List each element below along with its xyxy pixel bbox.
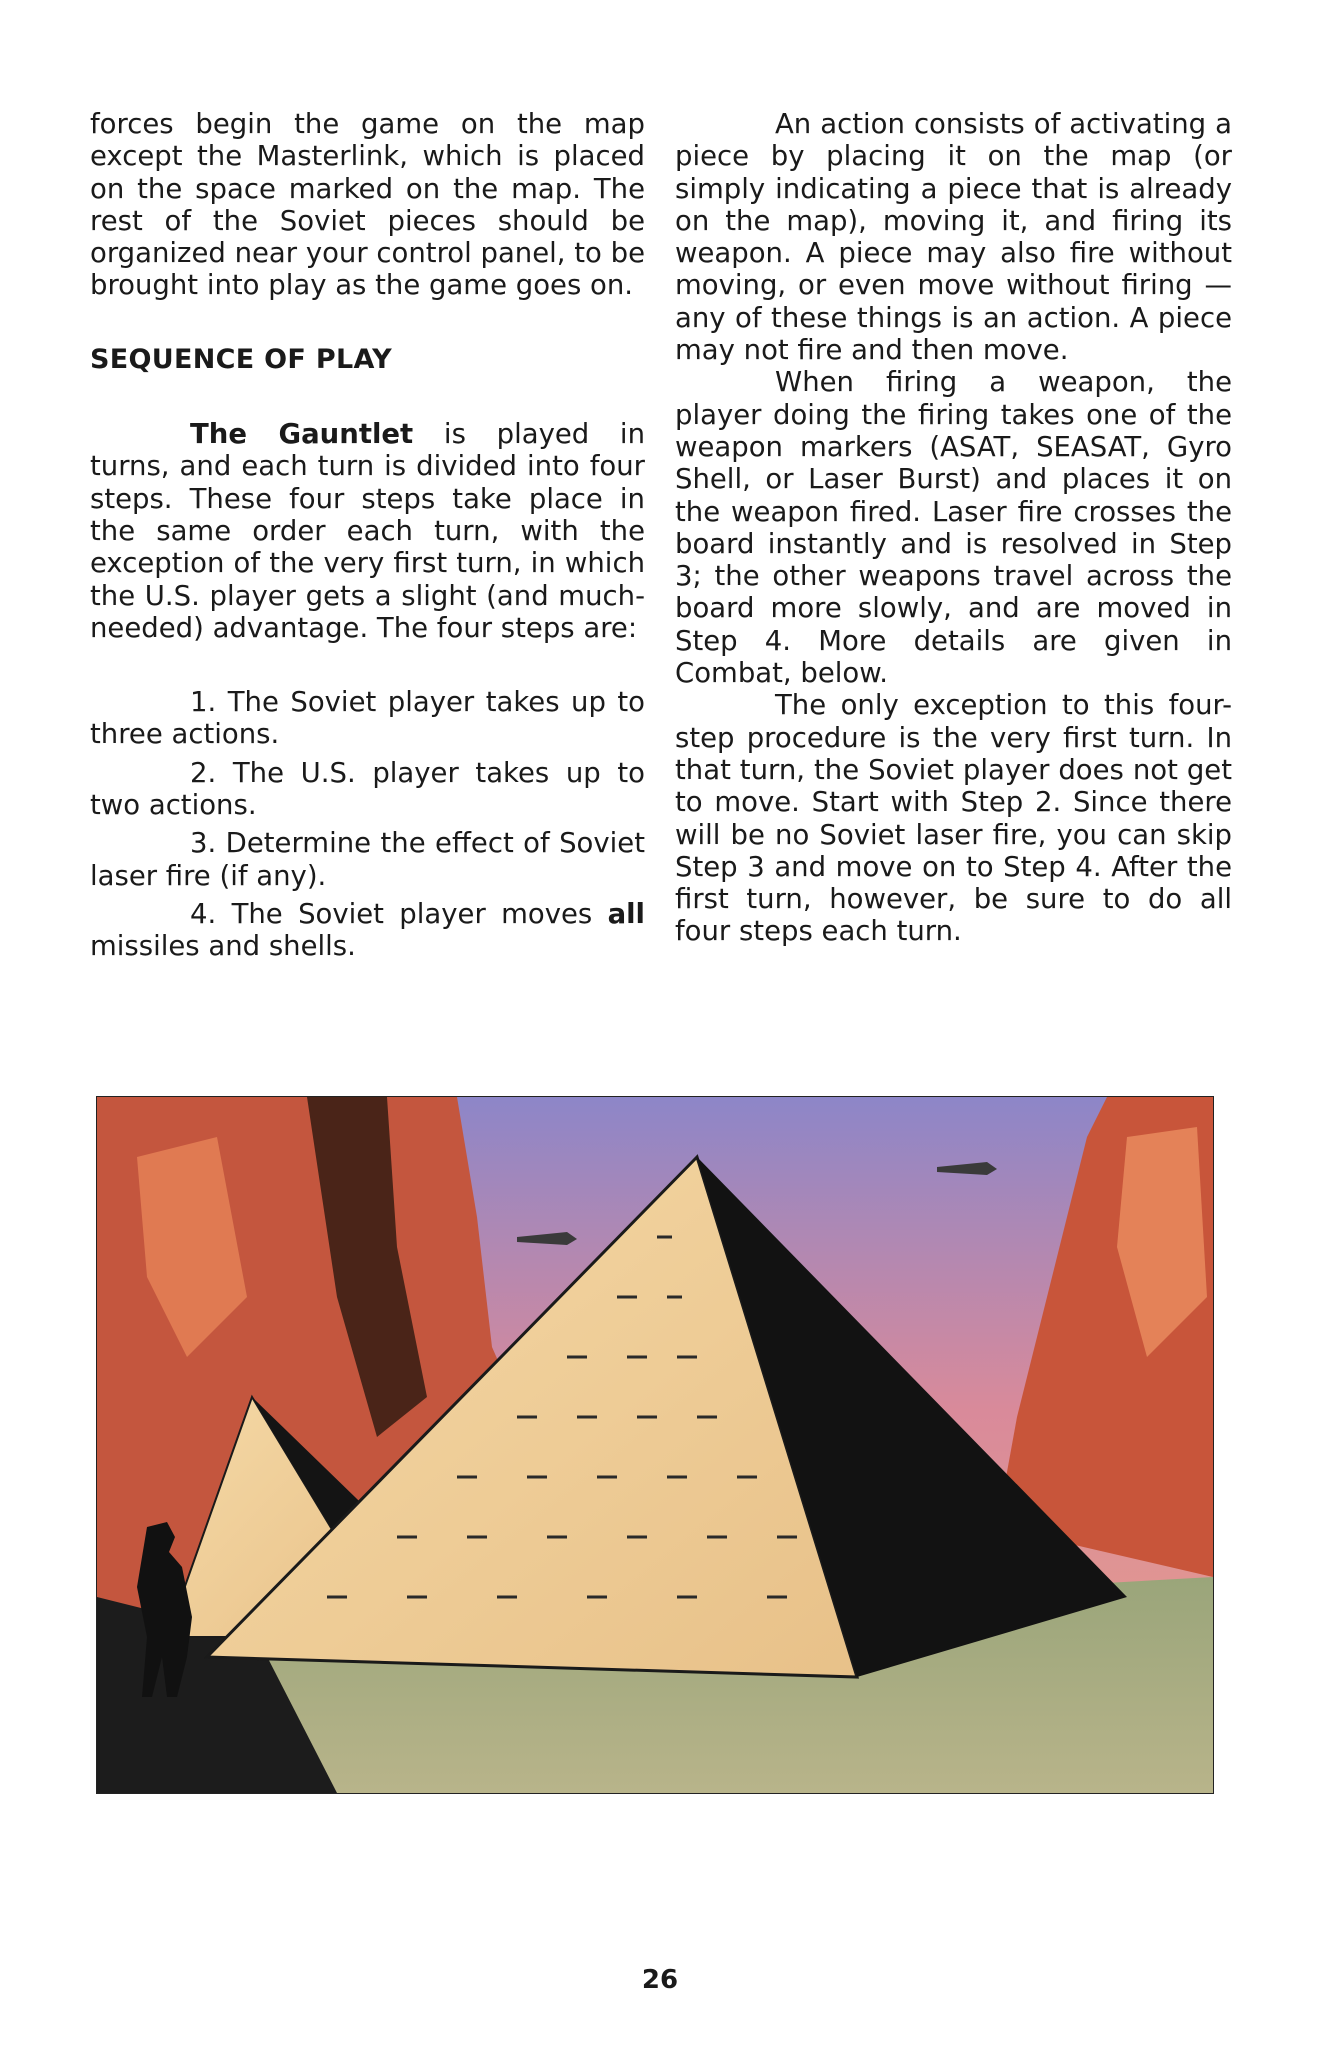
step-1: 1. The Soviet player takes up to three actions. [90,686,645,751]
pyramid-illustration [96,1096,1214,1794]
step-4-end: missiles and shells. [90,930,356,963]
left-column [90,108,645,963]
intro-paragraph: forces begin the game on the map except the Masterlink, which is placed on the space marked on the map. The rest of the Soviet pieces should be organized near your control panel, to be brought into play as the game goes on. [90,108,645,302]
step-2: 2. The U.S. player takes up to two actions. [90,756,645,822]
section-heading: SEQUENCE OF PLAY [90,343,392,375]
right-column [675,108,1232,948]
action-paragraph: An action consists of activating a piece by placing it on the map (or simply indicating a piece that is already on the map), moving it, and firing its weapon. A piece may also fire without moving, or even move without firing — any of these things is an action. A piece may not fire and then move. [675,108,1232,367]
firing-paragraph: When firing a weapon, the player doing the firing takes one of the weapon markers (ASAT, SEASAT, Gyro Shell, or Laser Burst) and places it on the weapon fired. Laser fire crosses the board instantly and is resolved in Step 3; the other weapons travel across the board more slowly, and are moved in Step 4. More details are given in Combat, below. [675,366,1232,690]
step-4-bold: all [607,897,645,930]
step-3: 3. Determine the effect of Soviet laser fire (if any). [90,827,645,892]
step-4-start: 4. The Soviet player moves [190,897,608,930]
gauntlet-paragraph [90,418,645,644]
step-4 [90,898,645,963]
exception-paragraph: The only exception to this four-step procedure is the very first turn. In that turn, the Soviet player does not get to move. Start with Step 2. Since there will be no Soviet laser fire, you can skip Step 3 and move on to Step 4. After the first turn, however, be sure to do all four steps each turn. [675,689,1232,948]
page-number: 26 [641,1965,679,1995]
gauntlet-text: is played in turns, and each turn is divided into four steps. These four steps take place in the same order each turn, with the exception of the very first turn, in which the U.S. player gets a slight (and much-needed) advantage. The four steps are: [90,418,646,644]
gauntlet-title: The Gauntlet [190,418,414,451]
